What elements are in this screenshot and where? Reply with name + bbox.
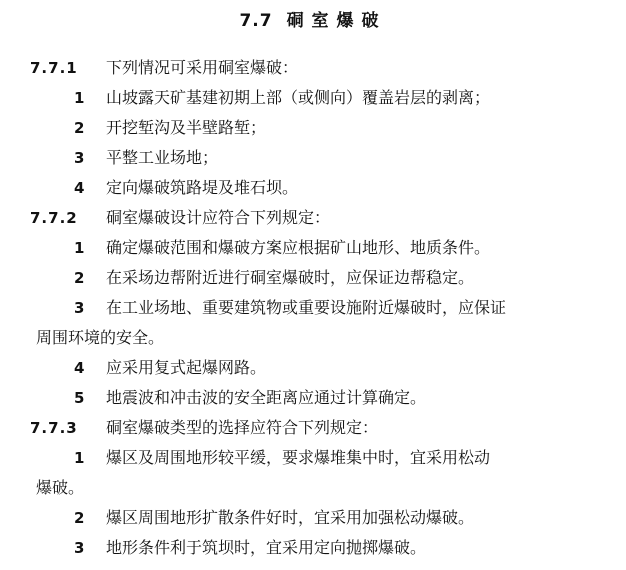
list-item [0,383,626,413]
section-number: 7.7 [239,11,273,31]
item-number: 2 [74,119,85,137]
item-text: 平整工业场地； [106,148,219,167]
item-number: 1 [74,239,85,257]
item-text: 开挖堑沟及半壁路堑； [106,118,267,137]
section-title [0,6,626,31]
list-item [0,353,626,383]
item-text: 确定爆破范围和爆破方案应根据矿山地形、地质条件。 [106,238,491,257]
list-item-continuation [0,473,626,503]
item-number: 4 [74,359,85,377]
list-item [0,113,626,143]
clause-7-7-1 [0,53,626,83]
list-item [0,263,626,293]
list-item [0,533,626,563]
item-number: 2 [74,269,85,287]
list-item [0,143,626,173]
clause-text: 硐室爆破类型的选择应符合下列规定： [106,418,379,437]
clause-text: 下列情况可采用硐室爆破： [106,58,299,77]
clause-7-7-3 [0,413,626,443]
item-text-continuation: 爆破。 [36,478,85,497]
item-text: 地形条件利于筑坝时，宜采用定向抛掷爆破。 [106,538,427,557]
clause-number: 7.7.2 [30,209,78,227]
clause-number: 7.7.3 [30,419,78,437]
item-number: 2 [74,509,85,527]
list-item [0,503,626,533]
item-number: 3 [74,539,85,557]
item-number: 3 [74,299,85,317]
list-item [0,293,626,323]
item-text: 爆区周围地形扩散条件好时，宜采用加强松动爆破。 [106,508,475,527]
list-item-continuation [0,323,626,353]
list-item [0,443,626,473]
item-text-continuation: 周围环境的安全。 [36,328,165,347]
item-text: 爆区及周围地形较平缓，要求爆堆集中时，宜采用松动 [106,448,491,467]
list-item [0,233,626,263]
item-number: 1 [74,449,85,467]
item-text: 在采场边帮附近进行硐室爆破时，应保证边帮稳定。 [106,268,475,287]
list-item [0,83,626,113]
list-item [0,173,626,203]
item-number: 1 [74,89,85,107]
item-text: 在工业场地、重要建筑物或重要设施附近爆破时，应保证 [106,298,507,317]
item-text: 山坡露天矿基建初期上部（或侧向）覆盖岩层的剥离； [106,88,491,107]
item-text: 应采用复式起爆网路。 [106,358,267,377]
item-number: 4 [74,179,85,197]
clause-number: 7.7.1 [30,59,78,77]
section-heading: 硐室爆破 [286,11,387,31]
item-number: 5 [74,389,85,407]
item-number: 3 [74,149,85,167]
clause-text: 硐室爆破设计应符合下列规定： [106,208,331,227]
item-text: 地震波和冲击波的安全距离应通过计算确定。 [106,388,427,407]
clause-7-7-2 [0,203,626,233]
item-text: 定向爆破筑路堤及堆石坝。 [106,178,299,197]
